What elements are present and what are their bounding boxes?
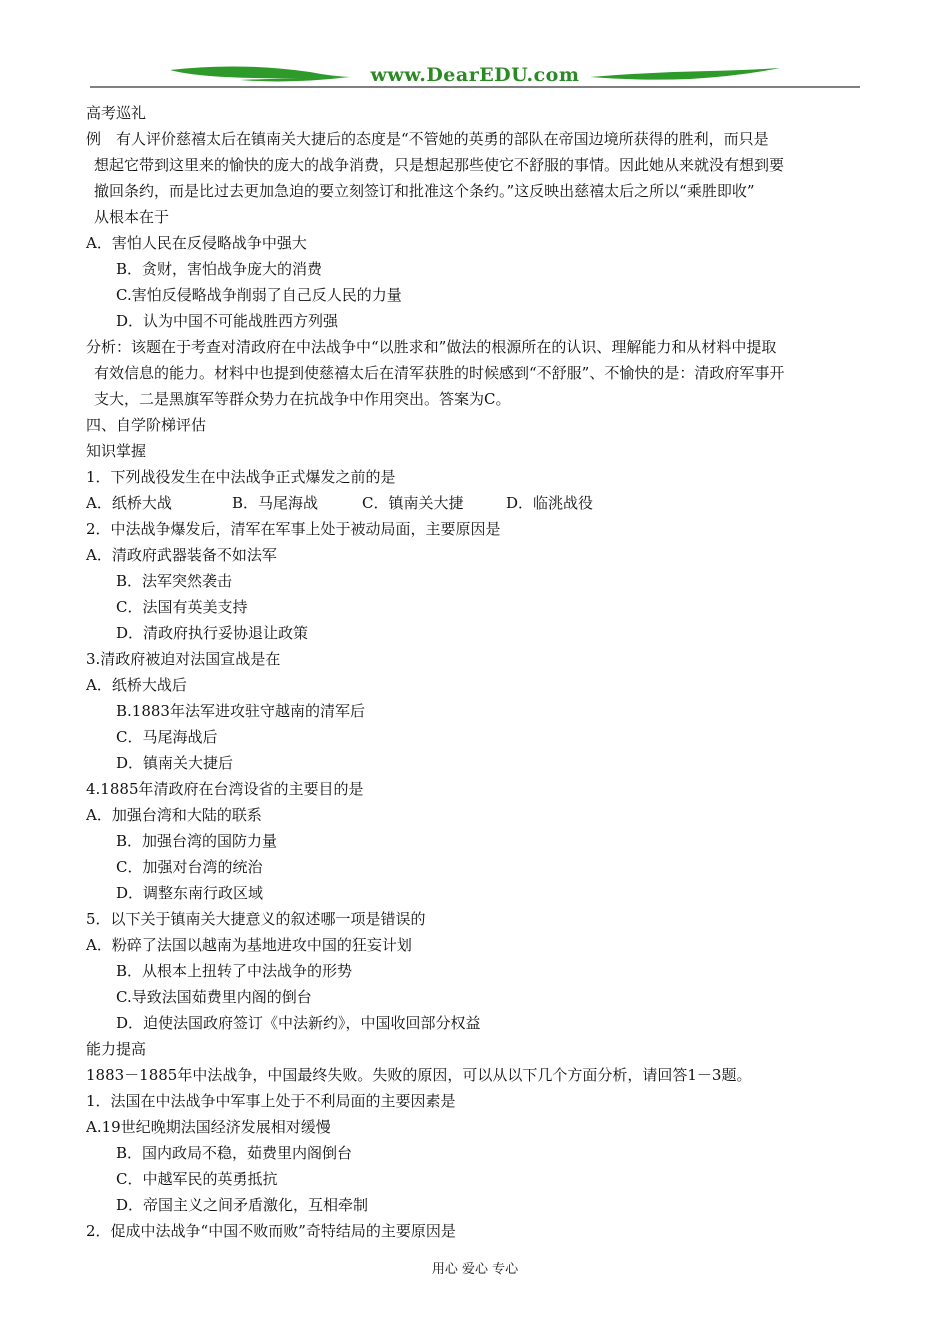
- option: C．加强对台湾的统治: [116, 858, 263, 876]
- example-line: 从根本在于: [94, 208, 170, 226]
- option: B．贪财，害怕战争庞大的消费: [116, 260, 323, 278]
- question-stem: 3.清政府被迫对法国宣战是在: [86, 650, 281, 668]
- question-2: [86, 516, 861, 646]
- document-body: [86, 100, 861, 1244]
- analysis: [86, 334, 861, 412]
- question-stem: 5．以下关于镇南关大捷意义的叙述哪一项是错误的: [86, 910, 426, 928]
- option: A．清政府武器装备不如法军: [86, 546, 277, 564]
- option: C.害怕反侵略战争削弱了自己反人民的力量: [116, 286, 402, 304]
- option: A.19世纪晚期法国经济发展相对缓慢: [86, 1118, 331, 1136]
- example-line: 撤回条约，而是比过去更加急迫的要立刻签订和批准这个条约。”这反映出慈禧太后之所以“乘胜即收”: [94, 182, 755, 200]
- example-line: 例 有人评价慈禧太后在镇南关大捷后的态度是“不管她的英勇的部队在帝国边境所获得的胜利，而只是: [86, 130, 769, 148]
- subsection-heading: 知识掌握: [86, 442, 147, 460]
- option: D．调整东南行政区域: [116, 884, 264, 902]
- question-stem: 1．下列战役发生在中法战争正式爆发之前的是: [86, 468, 396, 486]
- question-1: [86, 464, 861, 516]
- option: C．中越军民的英勇抵抗: [116, 1170, 278, 1188]
- site-header: [90, 58, 860, 94]
- example-question: [86, 126, 861, 334]
- option: A．加强台湾和大陆的联系: [86, 806, 262, 824]
- ability-question-1: [86, 1088, 861, 1218]
- ability-question-2: [86, 1218, 861, 1244]
- option: A．粉碎了法国以越南为基地进攻中国的狂妄计划: [86, 936, 412, 954]
- page-footer: 用心 爱心 专心: [431, 1262, 519, 1277]
- question-stem: 2．促成中法战争“中国不败而败”奇特结局的主要原因是: [86, 1222, 456, 1240]
- option: A．害怕人民在反侵略战争中强大: [86, 234, 307, 252]
- section-heading: 四、自学阶梯评估: [86, 416, 207, 434]
- question-stem: 2．中法战争爆发后，清军在军事上处于被动局面，主要原因是: [86, 520, 501, 538]
- option: C．法国有英美支持: [116, 598, 248, 616]
- options-row: [86, 490, 861, 516]
- option: C．镇南关大捷: [362, 494, 464, 512]
- option: B．从根本上扭转了中法战争的形势: [116, 962, 353, 980]
- option: B．法军突然袭击: [116, 572, 233, 590]
- question-4: [86, 776, 861, 906]
- option: D．镇南关大捷后: [116, 754, 234, 772]
- option: D．清政府执行妥协退让政策: [116, 624, 309, 642]
- analysis-line: 支大，二是黑旗军等群众势力在抗战争中作用突出。答案为C。: [94, 390, 511, 408]
- option: A．纸桥大战: [86, 494, 172, 512]
- option: B．国内政局不稳，茹费里内阁倒台: [116, 1144, 353, 1162]
- subsection-heading: 能力提高: [86, 1040, 147, 1058]
- option: B．加强台湾的国防力量: [116, 832, 278, 850]
- option: A．纸桥大战后: [86, 676, 187, 694]
- question-stem: 4.1885年清政府在台湾设省的主要目的是: [86, 780, 364, 798]
- option: D．认为中国不可能战胜西方列强: [116, 312, 339, 330]
- option: D．临洮战役: [506, 494, 594, 512]
- example-line: 想起它带到这里来的愉快的庞大的战争消费，只是想起那些使它不舒服的事情。因此她从来就没有想到要: [94, 156, 785, 174]
- question-3: [86, 646, 861, 776]
- option: C．马尾海战后: [116, 728, 218, 746]
- analysis-line: 有效信息的能力。材料中也提到使慈禧太后在清军获胜的时候感到“不舒服”、不愉快的是：清政府军事开: [94, 364, 785, 382]
- option: B.1883年法军进攻驻守越南的清军后: [116, 702, 365, 720]
- analysis-line: 分析：该题在于考查对清政府在中法战争中“以胜求和”做法的根源所在的认识、理解能力和从材料中提取: [86, 338, 777, 356]
- option: B．马尾海战: [232, 494, 319, 512]
- option: C.导致法国茹费里内阁的倒台: [116, 988, 312, 1006]
- site-logo-text[interactable]: www.DearEDU.com: [370, 64, 580, 86]
- option: D．迫使法国政府签订《中法新约》，中国收回部分权益: [116, 1014, 481, 1032]
- option: D．帝国主义之间矛盾激化，互相牵制: [116, 1196, 369, 1214]
- ability-intro: 1883－1885年中法战争，中国最终失败。失败的原因，可以从以下几个方面分析，请回答1－3题。: [86, 1066, 752, 1084]
- question-stem: 1．法国在中法战争中军事上处于不利局面的主要因素是: [86, 1092, 456, 1110]
- section-title: 高考巡礼: [86, 104, 147, 122]
- question-5: [86, 906, 861, 1036]
